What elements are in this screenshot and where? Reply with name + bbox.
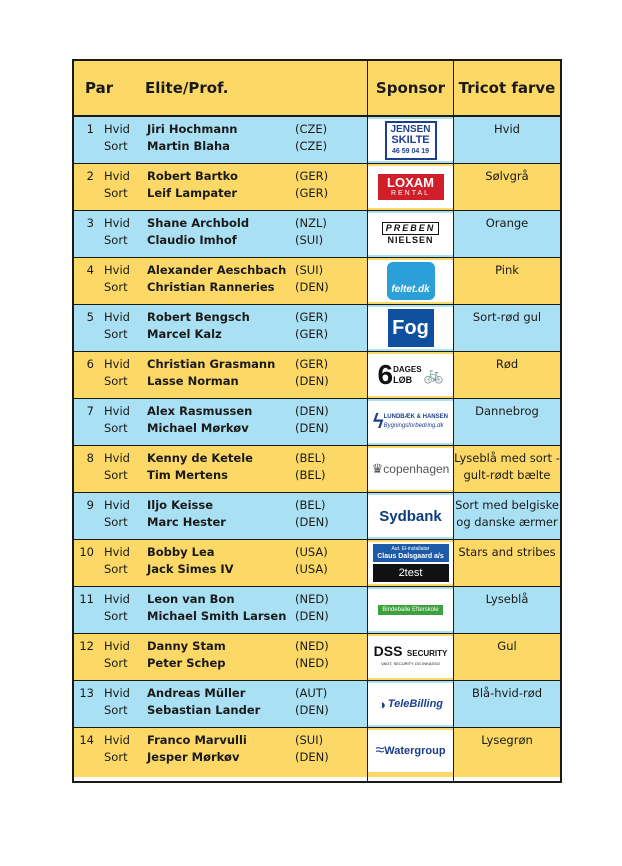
tricot-color: Lyseblå med sort -gult-rødt bælte xyxy=(454,451,560,482)
rider-name: Leif Lampater xyxy=(147,186,238,200)
jersey-label-white: Hvid xyxy=(104,686,130,700)
jersey-label-white: Hvid xyxy=(104,310,130,324)
table-row xyxy=(74,681,560,728)
rider-name: Robert Bartko xyxy=(147,169,238,183)
jersey-label-white: Hvid xyxy=(104,357,130,371)
rider-country: (SUI) xyxy=(295,263,324,277)
sponsor-text: JENSEN xyxy=(390,123,431,135)
jersey-label-white: Hvid xyxy=(104,733,130,747)
header-elite: Elite/Prof. xyxy=(145,79,229,97)
sponsor-logo xyxy=(368,589,453,631)
rider-country: (DEN) xyxy=(295,609,329,623)
rider-country: (SUI) xyxy=(295,733,324,747)
sponsor-text: SKILTE xyxy=(391,133,430,146)
pair-number: 7 xyxy=(86,404,94,418)
jersey-label-white: Hvid xyxy=(104,122,130,136)
sponsor-logo xyxy=(368,636,453,678)
jersey-label-white: Hvid xyxy=(104,498,130,512)
pair-number: 4 xyxy=(86,263,94,277)
rider-name: Robert Bengsch xyxy=(147,310,250,324)
pair-number: 12 xyxy=(79,639,94,653)
rider-name: Marcel Kalz xyxy=(147,327,222,341)
rider-name: Christian Ranneries xyxy=(147,280,275,294)
sponsor-text: DAGES xyxy=(393,365,422,374)
sponsor-text: 6 xyxy=(377,359,394,390)
pair-number: 8 xyxy=(86,451,94,465)
rider-country: (BEL) xyxy=(295,498,326,512)
rider-pairs-table xyxy=(72,59,562,783)
jersey-label-white: Hvid xyxy=(104,169,130,183)
pair-number: 13 xyxy=(79,686,94,700)
jersey-label-black: Sort xyxy=(104,468,128,482)
column-divider-sponsor xyxy=(367,61,368,781)
sponsor-text: Sydbank xyxy=(379,507,442,525)
bicycle-icon: 🚲 xyxy=(423,367,444,384)
rider-country: (SUI) xyxy=(295,233,324,247)
rider-name: Jack Simes IV xyxy=(147,562,234,576)
rider-country: (DEN) xyxy=(295,404,329,418)
rider-country: (GER) xyxy=(295,186,329,200)
tricot-color: Gul xyxy=(497,639,517,653)
pair-number: 3 xyxy=(86,216,94,230)
jersey-label-black: Sort xyxy=(104,515,128,529)
tricot-color: Dannebrog xyxy=(475,404,539,418)
pair-number: 10 xyxy=(79,545,94,559)
table-row xyxy=(74,493,560,540)
rider-name: Alexander Aeschbach xyxy=(147,263,287,277)
table-row xyxy=(74,728,560,777)
rider-country: (DEN) xyxy=(295,421,329,435)
rider-name: Martin Blaha xyxy=(147,139,230,153)
rider-country: (BEL) xyxy=(295,468,326,482)
header-sponsor: Sponsor xyxy=(375,79,446,97)
jersey-label-black: Sort xyxy=(104,750,128,764)
sponsor-text: RENTAL xyxy=(390,190,431,197)
rider-country: (CZE) xyxy=(295,139,328,153)
tricot-color: Stars and stribes xyxy=(458,545,556,559)
sponsor-logo xyxy=(368,307,453,349)
rider-name: Jesper Mørkøv xyxy=(147,750,240,764)
rider-name: Kenny de Ketele xyxy=(147,451,253,465)
pair-number: 9 xyxy=(86,498,94,512)
rider-country: (NZL) xyxy=(295,216,327,230)
sponsor-text: LOXAM xyxy=(387,175,434,190)
sponsor-text: Fog xyxy=(392,316,429,339)
sponsor-logo xyxy=(368,542,453,584)
jersey-label-white: Hvid xyxy=(104,263,130,277)
jersey-label-black: Sort xyxy=(104,562,128,576)
sponsor-text: 2test xyxy=(373,564,449,582)
rider-name: Sebastian Lander xyxy=(147,703,261,717)
pair-number: 6 xyxy=(86,357,94,371)
jersey-label-black: Sort xyxy=(104,327,128,341)
rider-country: (DEN) xyxy=(295,750,329,764)
rider-country: (USA) xyxy=(295,562,328,576)
pair-number: 14 xyxy=(79,733,94,747)
rider-name: Michael Mørkøv xyxy=(147,421,249,435)
header-par: Par xyxy=(85,79,114,97)
pair-number: 1 xyxy=(86,122,94,136)
table-row xyxy=(74,305,560,352)
rider-country: (USA) xyxy=(295,545,328,559)
globe-icon: ◑ xyxy=(377,696,386,712)
tricot-color: Hvid xyxy=(494,122,520,136)
rider-name: Danny Stam xyxy=(147,639,226,653)
sponsor-logo xyxy=(368,401,453,443)
sponsor-text: Aut. El-installatør xyxy=(391,546,430,552)
column-divider-tricot xyxy=(453,61,454,781)
jersey-label-white: Hvid xyxy=(104,216,130,230)
lightning-icon: ϟ xyxy=(373,410,384,433)
header-tricot: Tricot farve xyxy=(458,79,556,97)
sponsor-text: Claus Dalsgaard a/s xyxy=(377,553,444,560)
rider-name: Bobby Lea xyxy=(147,545,215,559)
crown-icon: ♛ xyxy=(371,461,384,476)
sponsor-text: DSS xyxy=(373,642,403,659)
jersey-label-black: Sort xyxy=(104,186,128,200)
table-row xyxy=(74,446,560,493)
rider-name: Christian Grasmann xyxy=(147,357,276,371)
rider-country: (GER) xyxy=(295,327,329,341)
table-row xyxy=(74,164,560,211)
tricot-color: Pink xyxy=(495,263,519,277)
sponsor-text: Bindeballe Efterskole xyxy=(378,605,442,615)
tricot-color: Sølvgrå xyxy=(485,169,529,183)
rider-name: Michael Smith Larsen xyxy=(147,609,287,623)
rider-country: (GER) xyxy=(295,310,329,324)
table-row xyxy=(74,587,560,634)
rider-country: (DEN) xyxy=(295,374,329,388)
tricot-color: Sort-rød gul xyxy=(472,310,542,324)
sponsor-logo xyxy=(368,260,453,302)
table-row xyxy=(74,352,560,399)
jersey-label-black: Sort xyxy=(104,233,128,247)
sponsor-logo xyxy=(368,354,453,396)
tricot-color: Lysegrøn xyxy=(481,733,533,747)
table-row xyxy=(74,634,560,681)
table-row xyxy=(74,258,560,305)
jersey-label-black: Sort xyxy=(104,280,128,294)
sponsor-logo xyxy=(368,683,453,725)
rider-name: Marc Hester xyxy=(147,515,226,529)
table-row xyxy=(74,211,560,258)
sponsor-text: VAGT, SECURITY OG INKASSO xyxy=(381,660,440,666)
sponsor-logo xyxy=(368,448,453,490)
rider-country: (AUT) xyxy=(295,686,328,700)
sponsor-text: Bygningsforbedring.dk xyxy=(383,423,444,429)
sponsor-logo xyxy=(368,119,453,161)
rider-name: Leon van Bon xyxy=(147,592,235,606)
sponsor-logo xyxy=(368,166,453,208)
tricot-color: Blå-hvid-rød xyxy=(471,686,543,700)
rider-country: (CZE) xyxy=(295,122,328,136)
rider-name: Tim Mertens xyxy=(147,468,229,482)
sponsor-text: copenhagen xyxy=(383,462,450,476)
wave-icon: ≈ xyxy=(375,742,385,759)
jersey-label-black: Sort xyxy=(104,656,128,670)
tricot-color: Sort med belgiske og danske ærmer xyxy=(455,498,559,529)
rider-country: (NED) xyxy=(295,656,329,670)
rider-name: Franco Marvulli xyxy=(147,733,247,747)
rider-name: Claudio Imhof xyxy=(147,233,237,247)
jersey-label-black: Sort xyxy=(104,421,128,435)
pair-number: 11 xyxy=(79,592,94,606)
tricot-color: Rød xyxy=(495,357,519,371)
rider-country: (DEN) xyxy=(295,703,329,717)
sponsor-text: PREBEN xyxy=(382,222,440,235)
sponsor-text: LUNDBÆK & HANSEN xyxy=(383,414,448,420)
table-header xyxy=(74,61,560,117)
jersey-label-white: Hvid xyxy=(104,451,130,465)
sponsor-text: SECURITY xyxy=(406,648,448,658)
rider-country: (NED) xyxy=(295,592,329,606)
rider-name: Shane Archbold xyxy=(147,216,250,230)
rider-country: (GER) xyxy=(295,357,329,371)
sponsor-text: LØB xyxy=(393,375,413,385)
pair-number: 2 xyxy=(86,169,94,183)
table-row xyxy=(74,399,560,446)
jersey-label-white: Hvid xyxy=(104,404,130,418)
sponsor-text: TeleBilling xyxy=(387,698,444,710)
sponsor-text: feltet.dk xyxy=(391,284,430,295)
rider-name: Iljo Keisse xyxy=(147,498,214,512)
jersey-label-black: Sort xyxy=(104,703,128,717)
rider-country: (BEL) xyxy=(295,451,326,465)
sponsor-logo xyxy=(368,495,453,537)
rider-country: (NED) xyxy=(295,639,329,653)
jersey-label-white: Hvid xyxy=(104,592,130,606)
jersey-label-black: Sort xyxy=(104,609,128,623)
jersey-label-white: Hvid xyxy=(104,545,130,559)
jersey-label-black: Sort xyxy=(104,374,128,388)
sponsor-text: Watergroup xyxy=(384,745,446,757)
jersey-label-black: Sort xyxy=(104,139,128,153)
sponsor-text: 46 59 04 19 xyxy=(392,147,429,155)
table-row xyxy=(74,117,560,164)
tricot-color: Orange xyxy=(485,216,529,230)
rider-name: Alex Rasmussen xyxy=(147,404,253,418)
pair-number: 5 xyxy=(86,310,94,324)
rider-name: Peter Schep xyxy=(147,656,226,670)
sponsor-text: NIELSEN xyxy=(387,235,434,245)
rider-country: (DEN) xyxy=(295,280,329,294)
sponsor-logo xyxy=(368,213,453,255)
rider-name: Andreas Müller xyxy=(147,686,246,700)
rider-name: Jiri Hochmann xyxy=(147,122,238,136)
rider-name: Lasse Norman xyxy=(147,374,239,388)
tricot-color: Lyseblå xyxy=(485,592,529,606)
sponsor-logo xyxy=(368,730,453,772)
rider-country: (GER) xyxy=(295,169,329,183)
table-row xyxy=(74,540,560,587)
jersey-label-white: Hvid xyxy=(104,639,130,653)
rider-country: (DEN) xyxy=(295,515,329,529)
